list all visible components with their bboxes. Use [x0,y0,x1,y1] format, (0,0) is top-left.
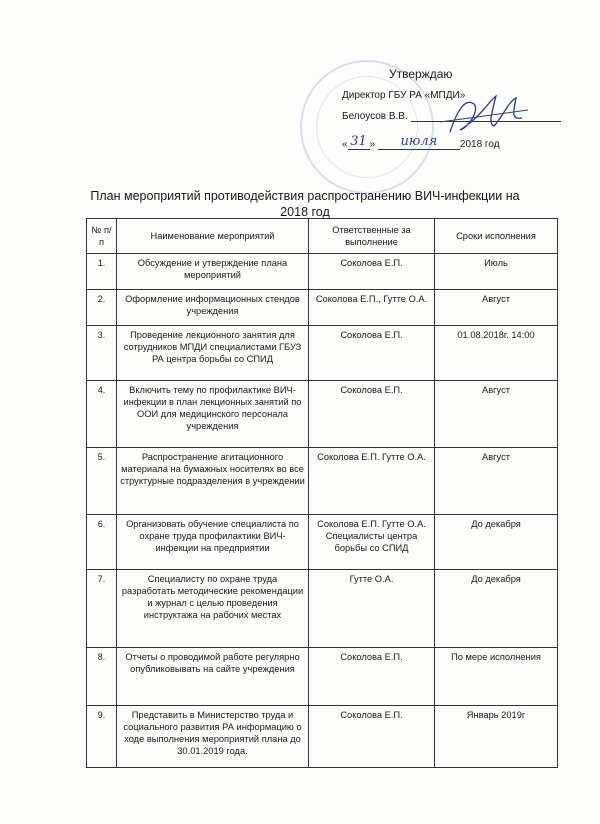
row-name: Обсуждение и утверждение плана мероприятий [117,254,309,290]
row-term: До декабря [435,570,558,648]
table-row [87,570,558,648]
header-name: Наименование мероприятий [117,219,309,254]
row-name: Включить тему по профилактике ВИЧ-инфекции в план лекционных занятий по ООИ для медицинского персонала учреждения [117,381,309,448]
row-responsible: Соколова Е.П. [309,254,435,290]
row-number: 7. [87,570,117,648]
row-name: Организовать обучение специалиста по охране труда профилактики ВИЧ-инфекции на предприятии [117,515,309,570]
row-term: Июль [435,254,558,290]
row-number: 4. [87,381,117,448]
approval-name: Белоусов В.В. [342,111,408,122]
approval-month: июля [378,134,460,150]
row-term: Январь 2019г [435,706,558,768]
table-row [87,381,558,448]
row-number: 1. [87,254,117,290]
approval-position: Директор ГБУ РА «МПДИ» [342,90,466,101]
row-name: Оформление информационных стендов учреждения [117,290,309,326]
row-responsible: Соколова Е.П. [309,648,435,706]
row-term: 01.08.2018г. 14:00 [435,326,558,381]
quote-open: « [342,139,348,150]
plan-table [86,218,558,768]
row-term: Август [435,290,558,326]
row-name: Проведение лекционного занятия для сотрудников МПДИ специалистами ГБУЗ РА центра борьбы со СПИД [117,326,309,381]
row-responsible: Соколова Е.П. [309,326,435,381]
table-header-row [87,219,558,254]
table-row [87,326,558,381]
row-number: 6. [87,515,117,570]
header-term: Сроки исполнения [435,219,558,254]
row-responsible: Соколова Е.П., Гутте О.А. [309,290,435,326]
approval-title: Утверждаю [389,67,453,81]
table-row [87,648,558,706]
row-term: Август [435,381,558,448]
approval-day: 31 [348,134,370,150]
table-row [87,290,558,326]
row-responsible: Соколова Е.П. Гутте О.А. [309,448,435,515]
row-name: Отчеты о проводимой работе регулярно опубликовывать на сайте учреждения [117,648,309,706]
table-row [87,254,558,290]
row-name: Представить в Министерство труда и социального развития РА информацию о ходе выполнения мероприятий плана до 30.01.2019 года. [117,706,309,768]
row-responsible: Соколова Е.П. Гутте О.А. Специалисты центра борьбы со СПИД [309,515,435,570]
table-row [87,515,558,570]
row-responsible: Соколова Е.П. [309,381,435,448]
row-number: 5. [87,448,117,515]
header-responsible: Ответственные за выполнение [309,219,435,254]
handwritten-signature [430,88,530,138]
row-responsible: Гутте О.А. [309,570,435,648]
quote-close: » [369,139,376,150]
table-row [87,706,558,768]
approval-year: 2018 год [459,139,500,150]
row-number: 3. [87,326,117,381]
row-term: Август [435,448,558,515]
row-number: 8. [87,648,117,706]
header-number: № п/п [87,219,117,254]
row-name: Распространение агитационного материала на бумажных носителях во все структурные подразделения в учреждении [117,448,309,515]
table-row [87,448,558,515]
row-responsible: Соколова Е.П. [309,706,435,768]
row-name: Специалисту по охране труда разработать методические рекомендации и журнал с целью проведения инструктажа на рабочих местах [117,570,309,648]
document-title: План мероприятий противодействия распространению ВИЧ-инфекции на 2018 год [90,189,520,220]
row-number: 9. [87,706,117,768]
row-term: До декабря [435,515,558,570]
row-number: 2. [87,290,117,326]
row-term: По мере исполнения [435,648,558,706]
